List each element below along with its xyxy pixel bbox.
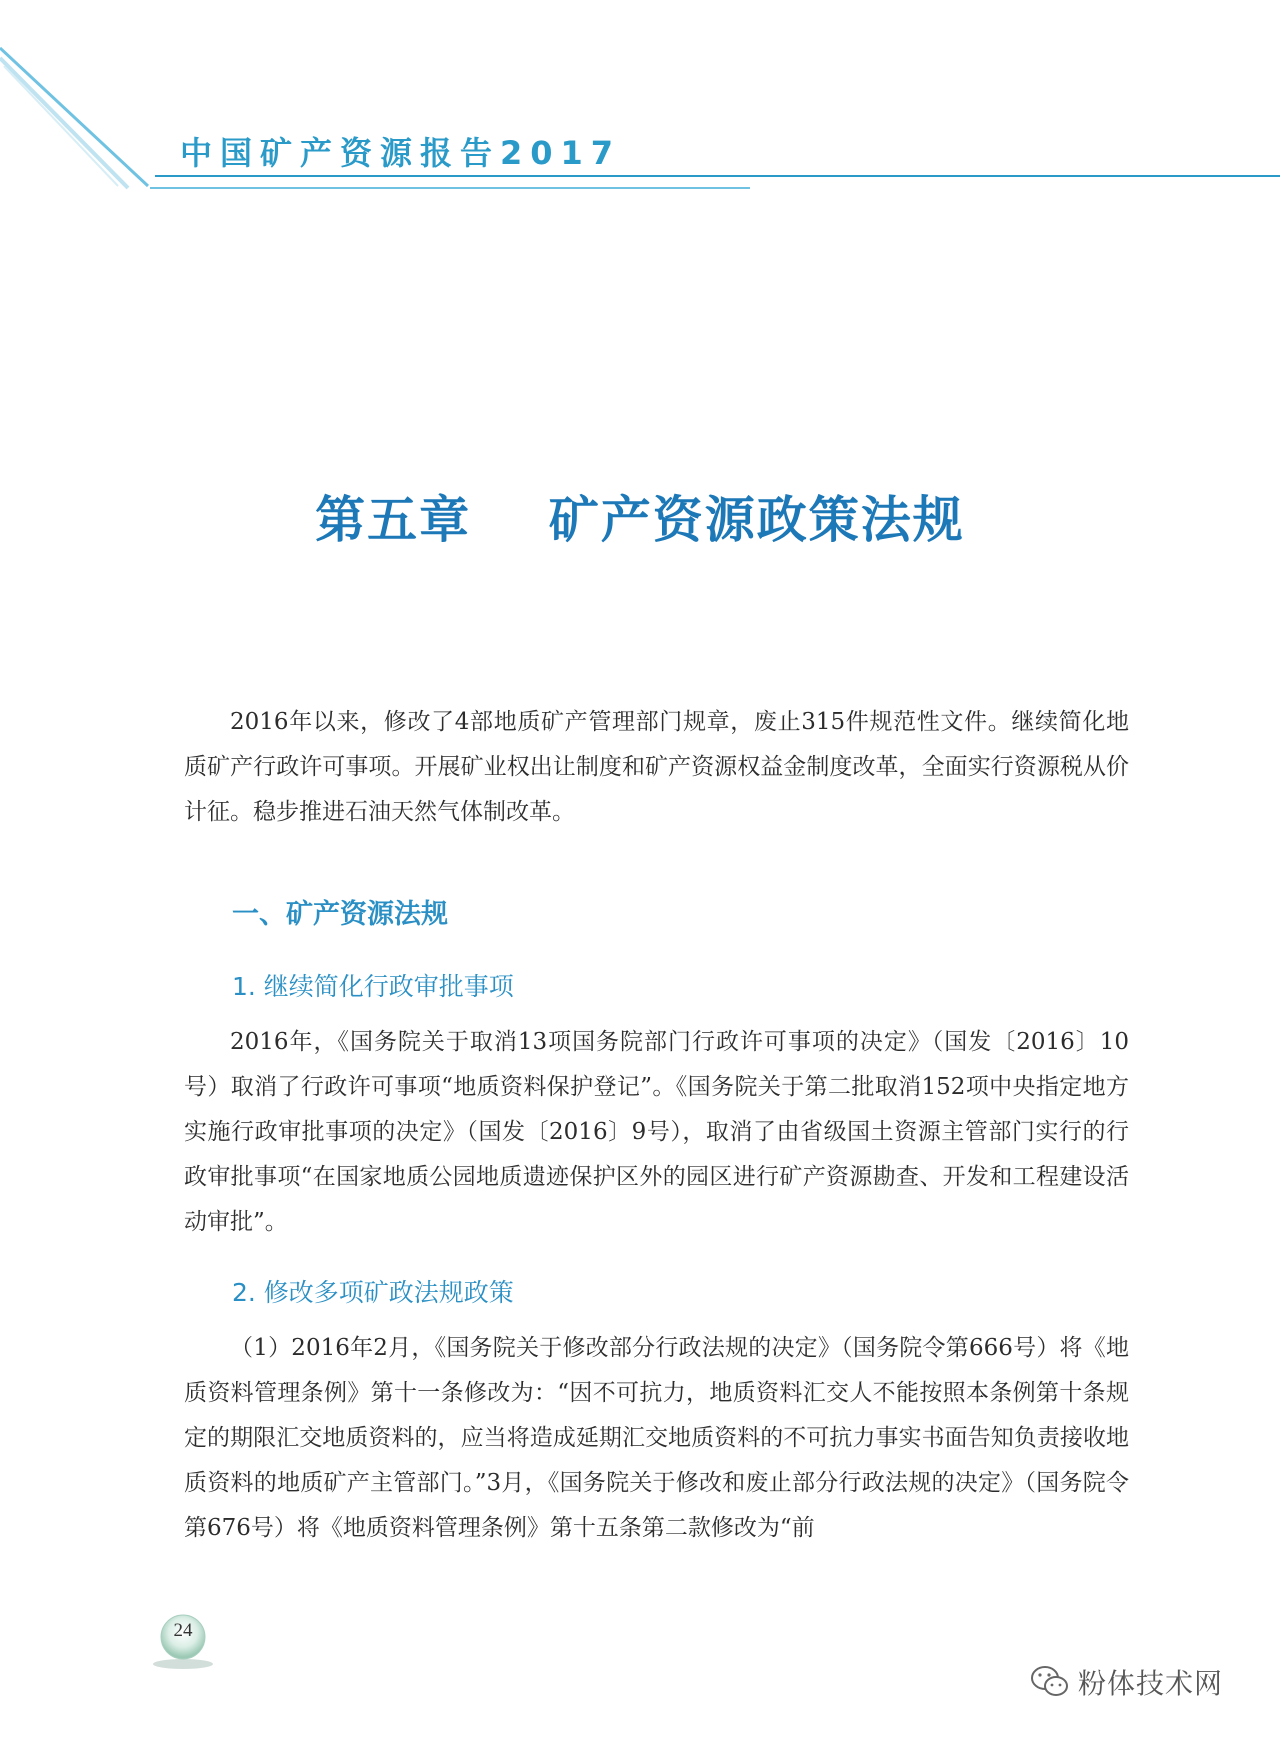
page-number: 24 bbox=[173, 1620, 193, 1641]
watermark bbox=[1030, 1662, 1223, 1702]
watermark-text: 粉体技术网 bbox=[1078, 1667, 1224, 1700]
report-header-title: 中国矿产资源报告2017 bbox=[180, 134, 622, 172]
subsection-paragraph-1: 2016年，《国务院关于取消13项国务院部门行政许可事项的决定》（国发〔2016〕10号）取消了行政许可事项“地质资料保护登记”。《国务院关于第二批取消152项中央指定地方实施行政审批事项的决定》（国发〔2016〕9号），取消了由省级国土资源主管部门实行的行政审批事项“在国家地质公园地质遗迹保护区外的园区进行矿产资源勘查、开发和工程建设活动审批”。 bbox=[184, 1029, 1129, 1235]
chapter-title: 第五章 矿产资源政策法规 bbox=[315, 491, 965, 549]
subsection-heading-1: 1. 继续简化行政审批事项 bbox=[232, 972, 514, 1001]
intro-paragraph: 2016年以来，修改了4部地质矿产管理部门规章，废止315件规范性文件。继续简化地质矿产行政许可事项。开展矿业权出让制度和矿产资源权益金制度改革，全面实行资源税从价计征。稳步推进石油天然气体制改革。 bbox=[184, 709, 1129, 825]
wechat-icon bbox=[1030, 1664, 1070, 1700]
subsection-paragraph-2: （1）2016年2月，《国务院关于修改部分行政法规的决定》（国务院令第666号）将《地质资料管理条例》第十一条修改为：“因不可抗力，地质资料汇交人不能按照本条例第十条规定的期限汇交地质资料的，应当将造成延期汇交地质资料的不可抗力事实书面告知负责接收地质资料的地质矿产主管部门。”3月，《国务院关于修改和废止部分行政法规的决定》（国务院令第676号）将《地质资料管理条例》第十五条第二款修改为“前 bbox=[184, 1335, 1129, 1541]
section-heading: 一、矿产资源法规 bbox=[232, 899, 448, 930]
subsection-heading-2: 2. 修改多项矿政法规政策 bbox=[232, 1278, 514, 1307]
